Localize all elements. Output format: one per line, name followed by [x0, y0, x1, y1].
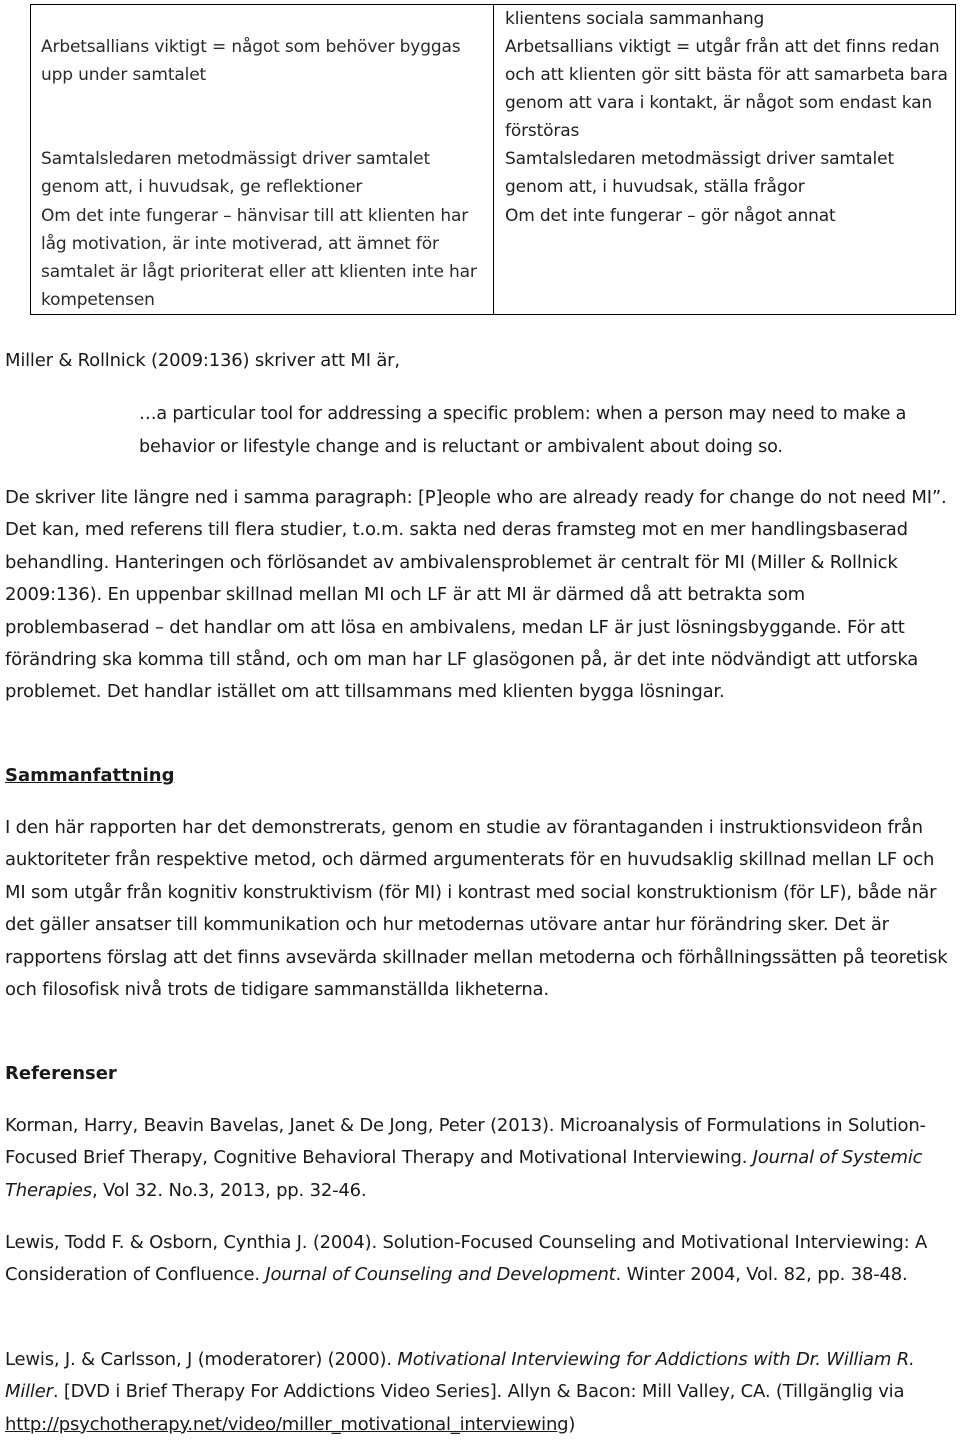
reference-details: . Winter 2004, Vol. 82, pp. 38-48.	[615, 1264, 908, 1286]
table-column-divider	[493, 5, 494, 314]
reference-text: Lewis, Todd F. & Osborn, Cynthia J. (2004). Solution-Focused Counseling and Motivational Interviewing: A Consideration of Confluence.	[5, 1232, 928, 1286]
table-cell-right-0: klientens sociala sammanhang	[505, 9, 765, 29]
reference-item	[5, 1344, 950, 1441]
reference-journal: Journal of Systemic Therapies	[5, 1147, 923, 1201]
reference-link[interactable]: http://psychotherapy.net/video/miller_motivational_interviewing	[5, 1413, 569, 1435]
reference-item	[5, 1110, 950, 1207]
summary-heading-text: Sammanfattning	[5, 765, 175, 786]
table-cell-left-3: Om det inte fungerar – hänvisar till att klienten har låg motivation, är inte motiverad, att ämnet för samtalet är lågt prioriterat eller att klienten inte har kompetensen	[41, 206, 477, 310]
reference-text: Lewis, J. & Carlsson, J (moderatorer) (2000).	[5, 1349, 398, 1370]
reference-item	[5, 1227, 950, 1292]
intro-paragraph: Miller & Rollnick (2009:136) skriver att MI är,	[5, 350, 400, 371]
reference-details: . [DVD i Brief Therapy For Addictions Video Series]. Allyn & Bacon: Mill Valley, CA. (Tillgänglig via	[52, 1381, 905, 1403]
summary-paragraph: I den här rapporten har det demonstrerats, genom en studie av förantaganden i instruktionsvideon från auktoriteter från respektive metod, och därmed argumenterats för en huvudsaklig skillnad mellan LF och MI som utgår från kognitiv konstruktivism (för MI) i kontrast med social konstruktionism (för LF), både när det gäller ansatser till kommunikation och hur metodernas utövare antar hur förändring sker. Det är rapportens förslag att det finns avsevärda skillnader mellan metoderna och förhållningssätten på teoretisk och filosofisk nivå trots de tidigare sammanställda likheterna.	[5, 817, 948, 1001]
table-cell-left-2: Samtalsledaren metodmässigt driver samtalet genom att, i huvudsak, ge reflektioner	[41, 149, 430, 197]
table-cell-left-1: Arbetsallians viktigt = något som behöver byggas upp under samtalet	[41, 37, 461, 85]
references-heading: Referenser	[5, 1063, 117, 1084]
reference-closing-paren: )	[568, 1413, 576, 1435]
body-paragraph: De skriver lite längre ned i samma paragraph: [P]eople who are already ready for change do not need MI”. Det kan, med referens till flera studier, t.o.m. sakta ned deras framsteg mot en mer handlingsbaserad behandling. Hanteringen och förlösandet av ambivalensproblemet är centralt för MI (Miller & Rollnick 2009:136). En uppenbar skillnad mellan MI och LF är att MI är därmed då att betrakta som problembaserad – det handlar om att lösa en ambivalens, medan LF är just lösningsbyggande. För att förändring ska komma till stånd, och om man har LF glasögonen på, är det inte nödvändigt att utforska problemet. Det handlar istället om att tillsammans med klienten bygga lösningar.	[5, 487, 947, 703]
block-quote: …a particular tool for addressing a specific problem: when a person may need to make a behavior or lifestyle change and is reluctant or ambivalent about doing so.	[139, 404, 907, 457]
comparison-table	[30, 4, 956, 315]
table-cell-right-3: Om det inte fungerar – gör något annat	[505, 206, 836, 226]
reference-text: Korman, Harry, Beavin Bavelas, Janet & De Jong, Peter (2013). Microanalysis of Formulations in Solution-Focused Brief Therapy, Cognitive Behavioral Therapy and Motivational Interviewing.	[5, 1115, 926, 1169]
table-cell-right-2: Samtalsledaren metodmässigt driver samtalet genom att, i huvudsak, ställa frågor	[505, 149, 894, 197]
reference-journal: Journal of Counseling and Development	[265, 1264, 616, 1286]
reference-title: Motivational Interviewing for Addictions with Dr. William R. Miller	[5, 1349, 915, 1403]
table-cell-right-1: Arbetsallians viktigt = utgår från att det finns redan och att klienten gör sitt bästa för att samarbeta bara genom att vara i kontakt, är något som endast kan förstöras	[505, 37, 948, 141]
reference-details: , Vol 32. No.3, 2013, pp. 32-46.	[92, 1179, 367, 1201]
summary-heading	[5, 764, 174, 788]
